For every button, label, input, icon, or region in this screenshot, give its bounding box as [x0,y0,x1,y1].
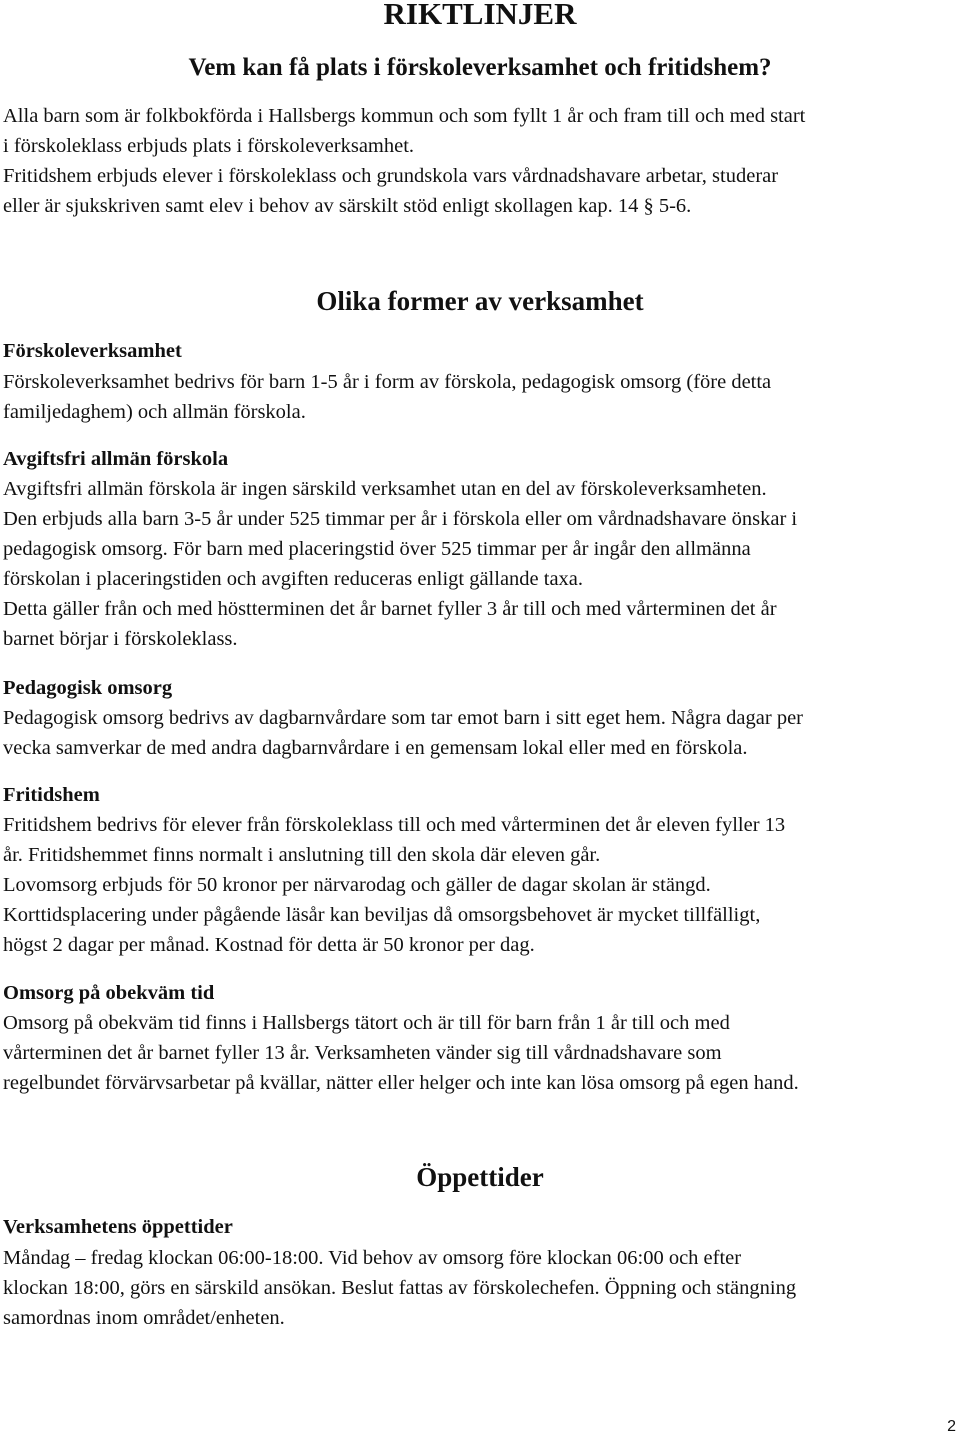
pedagogisk-omsorg-heading: Pedagogisk omsorg [3,677,173,699]
intro-line: Alla barn som är folkbokförda i Hallsbergs kommun och som fyllt 1 år och fram till och med start [3,105,806,127]
paragraph-line: högst 2 dagar per månad. Kostnad för detta är 50 kronor per dag. [3,934,535,956]
eligibility-heading: Vem kan få plats i förskoleverksamhet och fritidshem? [188,54,772,81]
paragraph-line: Fritidshem bedrivs för elever från förskoleklass till och med vårterminen det år eleven fyller 13 [3,814,786,836]
paragraph-line: barnet börjar i förskoleklass. [3,628,238,650]
paragraph-line: år. Fritidshemmet finns normalt i anslutning till den skola där eleven går. [3,844,601,866]
page-title: RIKTLINJER [383,0,577,31]
paragraph-line: förskolan i placeringstiden och avgiften reduceras enligt gällande taxa. [3,568,584,590]
paragraph-line: vecka samverkar de med andra dagbarnvårdare i en gemensam lokal eller med en förskola. [3,737,748,759]
paragraph-line: Måndag – fredag klockan 06:00-18:00. Vid behov av omsorg före klockan 06:00 och efter [3,1247,742,1269]
page-number: 2 [947,1418,956,1435]
paragraph-line: Förskoleverksamhet bedrivs för barn 1-5 år i form av förskola, pedagogisk omsorg (före detta [3,371,772,393]
paragraph-line: klockan 18:00, görs en särskild ansökan. Beslut fattas av förskolechefen. Öppning och stängning [3,1277,797,1299]
hours-section-heading: Öppettider [416,1162,544,1192]
paragraph-line: samordnas inom området/enheten. [3,1307,285,1329]
avgiftsfri-heading: Avgiftsfri allmän förskola [3,448,229,470]
obekvam-tid-paragraph [3,1008,953,1098]
forskoleverksamhet-paragraph [3,367,953,427]
paragraph-line: vårterminen det år barnet fyller 13 år. Verksamheten vänder sig till vårdnadshavare som [3,1042,722,1064]
paragraph-line: Pedagogisk omsorg bedrivs av dagbarnvårdare som tar emot barn i sitt eget hem. Några dagar per [3,707,804,729]
paragraph-line: Detta gäller från och med höstterminen det år barnet fyller 3 år till och med vårterminen det år [3,598,777,620]
paragraph-line: Korttidsplacering under pågående läsår kan beviljas då omsorgsbehovet är mycket tillfälligt, [3,904,761,926]
paragraph-line: pedagogisk omsorg. För barn med placeringstid över 525 timmar per år ingår den allmänna [3,538,751,560]
opening-hours-heading: Verksamhetens öppettider [3,1216,233,1238]
pedagogisk-omsorg-paragraph [3,703,953,763]
forskoleverksamhet-heading: Förskoleverksamhet [3,340,182,362]
fritidshem-paragraph [3,810,953,960]
forms-section-heading: Olika former av verksamhet [316,286,644,316]
paragraph-line: Lovomsorg erbjuds för 50 kronor per närvarodag och gäller de dagar skolan är stängd. [3,874,711,896]
opening-hours-paragraph [3,1243,953,1333]
paragraph-line: Omsorg på obekväm tid finns i Hallsbergs tätort och är till för barn från 1 år till och med [3,1012,730,1034]
fritidshem-heading: Fritidshem [3,784,100,806]
paragraph-line: Den erbjuds alla barn 3-5 år under 525 timmar per år i förskola eller om vårdnadshavare önskar i [3,508,798,530]
intro-line: Fritidshem erbjuds elever i förskoleklass och grundskola vars vårdnadshavare arbetar, studerar [3,165,779,187]
intro-paragraph [3,101,953,221]
obekvam-tid-heading: Omsorg på obekväm tid [3,982,215,1004]
paragraph-line: regelbundet förvärvsarbetar på kvällar, nätter eller helger och inte kan lösa omsorg på egen hand. [3,1072,799,1094]
avgiftsfri-paragraph [3,474,953,654]
intro-line: eller är sjukskriven samt elev i behov av särskilt stöd enligt skollagen kap. 14 § 5-6. [3,195,692,217]
paragraph-line: familjedaghem) och allmän förskola. [3,401,306,423]
intro-line: i förskoleklass erbjuds plats i förskoleverksamhet. [3,135,415,157]
paragraph-line: Avgiftsfri allmän förskola är ingen särskild verksamhet utan en del av förskoleverksamheten. [3,478,767,500]
